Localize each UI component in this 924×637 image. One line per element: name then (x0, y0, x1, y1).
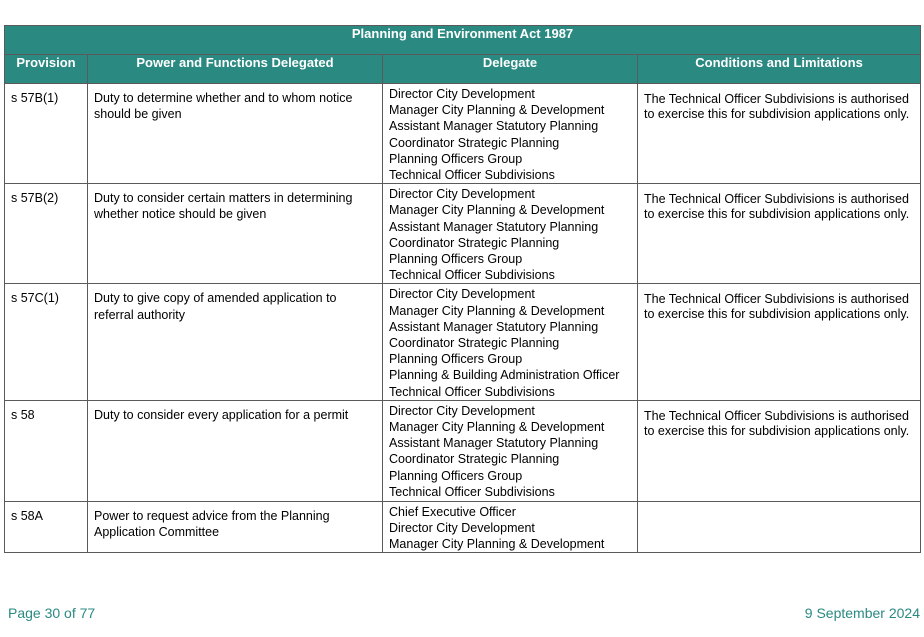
delegate-cell (383, 400, 638, 501)
power-cell (88, 184, 383, 284)
power-cell (88, 84, 383, 184)
power-cell (88, 501, 383, 553)
delegate-item: Assistant Manager Statutory Planning (389, 219, 599, 234)
provision-text: s 57B(2) (11, 191, 59, 206)
delegate-item: Assistant Manager Statutory Planning (389, 119, 599, 134)
column-header-delegate: Delegate (383, 55, 638, 84)
column-header-provision: Provision (5, 55, 88, 84)
provision-cell (5, 501, 88, 553)
power-text: Duty to determine whether and to whom notice should be given (94, 91, 353, 122)
provision-text: s 57B(1) (11, 91, 59, 105)
delegate-item: Technical Officer Subdivisions (389, 384, 555, 399)
table-row (5, 284, 921, 400)
delegate-list (383, 184, 637, 283)
delegate-item: Planning Officers Group (389, 252, 523, 267)
table-body (5, 84, 921, 553)
delegate-item: Coordinator Strategic Planning (389, 235, 560, 250)
provision-text: s 57C(1) (11, 291, 59, 306)
delegate-item: Director City Development (389, 287, 535, 302)
delegate-item: Technical Officer Subdivisions (389, 168, 555, 183)
delegate-item: Assistant Manager Statutory Planning (389, 436, 599, 451)
conditions-text: The Technical Officer Subdivisions is authorised to exercise this for subdivision applications only. (644, 408, 910, 438)
delegate-cell (383, 84, 638, 184)
delegate-list (383, 401, 637, 500)
delegate-item: Planning Officers Group (389, 468, 523, 483)
delegate-cell (383, 501, 638, 553)
conditions-cell (638, 400, 921, 501)
provision-cell (5, 84, 88, 184)
provision-text: s 58A (11, 508, 43, 523)
column-header-powers: Power and Functions Delegated (88, 55, 383, 84)
table-row (5, 501, 921, 553)
delegate-item: Technical Officer Subdivisions (389, 484, 555, 499)
provision-cell (5, 284, 88, 400)
delegate-item: Chief Executive Officer (389, 504, 516, 519)
delegate-item: Director City Development (389, 521, 535, 536)
delegate-list (383, 502, 637, 553)
delegate-cell (383, 284, 638, 400)
delegate-item: Technical Officer Subdivisions (389, 268, 555, 283)
power-text: Power to request advice from the Planning Application Committee (94, 508, 330, 540)
delegate-item: Coordinator Strategic Planning (389, 336, 560, 351)
table-row (5, 400, 921, 501)
conditions-text: The Technical Officer Subdivisions is authorised to exercise this for subdivision applications only. (644, 192, 910, 222)
conditions-cell (638, 184, 921, 284)
delegate-item: Director City Development (389, 403, 535, 418)
page-number: Page 30 of 77 (8, 605, 96, 621)
delegate-list (383, 84, 637, 183)
power-text: Duty to consider every application for a permit (94, 407, 349, 422)
delegate-item: Manager City Planning & Development (389, 420, 605, 435)
delegation-table (4, 25, 921, 553)
column-header-conditions: Conditions and Limitations (638, 55, 921, 84)
delegate-item: Manager City Planning & Development (389, 303, 605, 318)
power-text: Duty to consider certain matters in determining whether notice should be given (94, 191, 353, 222)
delegate-item: Planning Officers Group (389, 151, 523, 166)
delegate-list (383, 284, 637, 399)
document-date: 9 September 2024 (804, 605, 920, 621)
delegate-item: Coordinator Strategic Planning (389, 452, 560, 467)
provision-text: s 58 (11, 407, 35, 422)
power-cell (88, 284, 383, 400)
delegate-item: Planning Officers Group (389, 352, 523, 367)
table-row (5, 84, 921, 184)
delegate-item: Assistant Manager Statutory Planning (389, 319, 599, 334)
delegate-cell (383, 184, 638, 284)
delegate-item: Manager City Planning & Development (389, 203, 605, 218)
delegate-item: Coordinator Strategic Planning (389, 135, 560, 150)
table-row (5, 184, 921, 284)
power-text: Duty to give copy of amended application to referral authority (94, 291, 337, 322)
delegate-item: Manager City Planning & Development (389, 537, 605, 552)
conditions-cell (638, 284, 921, 400)
table-title: Planning and Environment Act 1987 (5, 26, 921, 55)
delegate-item: Director City Development (389, 87, 535, 101)
delegate-item: Manager City Planning & Development (389, 103, 605, 118)
conditions-cell (638, 501, 921, 553)
conditions-cell (638, 84, 921, 184)
provision-cell (5, 400, 88, 501)
conditions-text: The Technical Officer Subdivisions is authorised to exercise this for subdivision applications only. (644, 92, 910, 121)
delegate-item: Planning & Building Administration Officer (389, 368, 620, 383)
power-cell (88, 400, 383, 501)
provision-cell (5, 184, 88, 284)
delegate-item: Director City Development (389, 187, 535, 202)
conditions-text: The Technical Officer Subdivisions is authorised to exercise this for subdivision applications only. (644, 292, 910, 322)
conditions-text (638, 502, 920, 510)
